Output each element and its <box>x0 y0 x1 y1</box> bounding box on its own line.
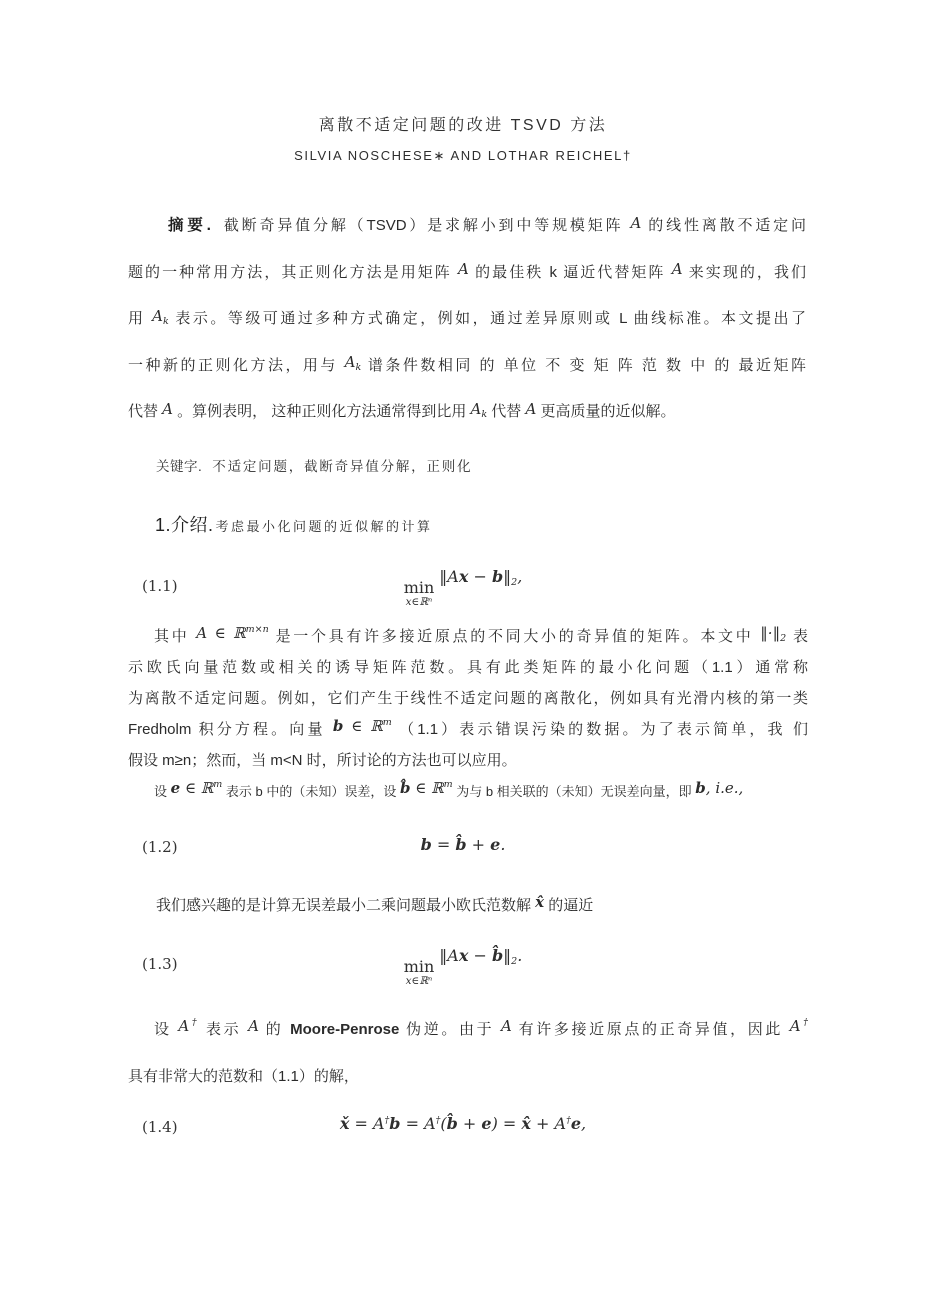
inline-math: $A_k$ <box>470 399 488 420</box>
text-segment: 设 <box>154 783 171 799</box>
paper-title: 离散不适定问题的改进 TSVD 方法 <box>318 117 608 134</box>
equation-1-1-formula <box>439 567 522 586</box>
inline-math: b <box>389 1113 401 1133</box>
text-segment: 的最佳秩 k 逼近代替矩阵 <box>468 263 672 281</box>
text-segment: 有许多接近原点的正奇异值，因此 <box>511 1020 790 1038</box>
text-segment: （1.1）表示错误污染的数据。为了表示简单，我 们 <box>391 720 808 738</box>
section-heading <box>155 511 926 537</box>
inline-math: + A† <box>530 1113 571 1133</box>
equation-1-4-tag: (1.4) <box>142 1117 178 1136</box>
inline-math: b <box>491 566 504 586</box>
inline-math: b <box>695 779 706 797</box>
text-segment: 来实现的，我们 <box>682 263 806 281</box>
inline-math: A <box>248 1017 259 1035</box>
text-segment: 示欧氏向量范数或相关的诱导矩阵范数。具有此类矩阵的最小化问题（1.1）通常称 <box>128 658 808 676</box>
text-segment: 表示 b 中的（未知）误差，设 <box>222 783 400 799</box>
text-segment: 为离散不适定问题。例如，它们产生于线性不适定问题的离散化，例如具有光滑内核的第一类 <box>128 689 808 707</box>
text-segment: 的 <box>258 1020 291 1038</box>
text-segment: Fredholm 积分方程。向量 <box>128 720 333 738</box>
inline-math: = <box>431 834 456 854</box>
inline-math: b <box>420 834 432 854</box>
inline-math: + <box>466 834 491 854</box>
inline-math: $‖_2$ <box>503 945 518 967</box>
inline-math: A <box>671 260 683 278</box>
paragraph-interest <box>128 893 808 918</box>
paragraph-line <box>128 683 808 714</box>
paragraph-error-def <box>128 780 808 803</box>
paragraph-pseudoinverse <box>128 1006 808 1100</box>
text-segment: 一种新的正则化方法，用与 <box>128 356 345 374</box>
paragraph-intro <box>128 621 808 776</box>
text-segment: 代替 <box>487 403 526 420</box>
inline-math: , i.e., <box>705 779 744 797</box>
inline-math: A <box>458 260 469 278</box>
inline-math: b̂ <box>491 945 504 965</box>
min-subscript: x∈ℝⁿ <box>405 595 433 608</box>
inline-math: ∈ ℝ$^m$ <box>343 717 392 735</box>
inline-math: A ∈ ℝ$^{m\times n}$ <box>196 624 269 642</box>
text-segment: 其中 <box>154 627 197 645</box>
paragraph-line <box>128 621 808 652</box>
inline-math: . <box>500 834 506 854</box>
equation-1-3-formula <box>439 946 522 965</box>
text-segment: 为与 b 相关联的（未知）无误差向量，即 <box>452 783 696 799</box>
inline-math: ) = <box>491 1113 522 1133</box>
abstract-line-5 <box>128 388 806 435</box>
inline-math: b̂ <box>446 1113 458 1133</box>
inline-math: − <box>468 566 492 586</box>
inline-math: + <box>457 1113 482 1133</box>
inline-math: $A_k$ <box>152 306 169 327</box>
text-segment: 代替 <box>128 403 163 420</box>
keywords-label: 关键字. <box>156 458 203 474</box>
text-segment: 具有非常大的范数和（1.1）的解， <box>128 1067 359 1085</box>
text-segment: 表示。等级可通过多种方式确定，例如，通过差异原则或 L 曲线标准。本文提出了 <box>168 310 806 327</box>
equation-1-4 <box>0 1106 926 1148</box>
text-segment: 假设 m≥n；然而，当 m<N 时，所讨论的方法也可以应用。 <box>128 751 517 769</box>
inline-math: A† <box>789 1017 808 1035</box>
inline-math: A <box>525 399 537 418</box>
inline-math: − <box>468 945 492 965</box>
inline-math: ( <box>440 1113 447 1133</box>
paper-authors: SILVIA NOSCHESE∗ AND LOTHAR REICHEL† <box>294 148 632 163</box>
inline-math: x̂ <box>521 1113 531 1133</box>
inline-math: b̂ <box>455 834 467 854</box>
inline-math: A† <box>178 1017 200 1035</box>
abstract-section <box>128 202 806 435</box>
inline-math: A <box>162 399 174 418</box>
inline-math: ‖A <box>439 566 459 586</box>
min-operator <box>404 958 435 987</box>
inline-math: ∈ ℝ$^m$ <box>180 779 223 797</box>
inline-math: e <box>170 779 181 797</box>
min-operator <box>404 579 435 608</box>
text-segment: Moore-Penrose <box>290 1020 400 1038</box>
inline-math: x̂ <box>535 893 545 911</box>
inline-math: = A† <box>400 1113 441 1133</box>
abstract-line-1-text <box>220 213 806 234</box>
equation-1-1 <box>0 559 926 613</box>
equation-1-3 <box>0 936 926 992</box>
text-segment: 谱条件数相同 的 单位 不 变 矩 阵 范 数 中 的 最近矩阵 <box>361 356 806 374</box>
section-number: 1.介绍. <box>155 514 214 535</box>
inline-math: A <box>630 213 642 232</box>
text-segment: 截断奇异值分解（TSVD）是求解小到中等规模矩阵 <box>220 217 631 234</box>
min-word: min <box>403 577 435 597</box>
equation-1-2 <box>0 827 926 867</box>
equation-1-1-tag: (1.1) <box>142 576 178 595</box>
abstract-label: 摘要. <box>168 217 212 234</box>
min-subscript: x∈ℝⁿ <box>405 974 433 987</box>
text-segment: 设 <box>154 1020 179 1038</box>
inline-math: e <box>481 1113 492 1133</box>
text-segment: 表 <box>786 627 808 645</box>
equation-1-2-tag: (1.2) <box>142 837 178 856</box>
text-segment: 题的一种常用方法，其正则化方法是用矩阵 <box>128 263 459 281</box>
abstract-line-1 <box>128 202 806 249</box>
abstract-line-4 <box>128 342 806 389</box>
inline-math: e <box>490 834 501 854</box>
paragraph-line <box>128 1053 808 1100</box>
text-segment: 的线性离散不适定问 <box>641 217 806 234</box>
inline-math: , <box>517 566 523 586</box>
paragraph-line <box>128 714 808 745</box>
inline-math: . <box>517 945 523 965</box>
text-segment: 更高质量的近似解。 <box>536 403 676 420</box>
min-word: min <box>403 956 435 976</box>
equation-1-4-formula <box>340 1114 586 1133</box>
keywords-line <box>156 455 926 475</box>
inline-math: x <box>458 566 469 586</box>
inline-math: $‖_2$ <box>503 566 518 588</box>
text-segment: 是一个具有许多接近原点的不同大小的奇异值的矩阵。本文中 <box>268 627 761 645</box>
text-segment: 。算例表明， 这种正则化方法通常得到比用 <box>173 403 471 420</box>
inline-math: $A_k$ <box>344 353 362 373</box>
equation-1-3-tag: (1.3) <box>142 954 178 973</box>
inline-math: x̌ <box>339 1113 350 1133</box>
text-segment: 我们感兴趣的是计算无误差最小二乘问题最小欧氏范数解 <box>156 896 536 914</box>
text-segment: 伪逆。由于 <box>399 1020 502 1038</box>
paragraph-line <box>128 1006 808 1053</box>
inline-math: x <box>458 945 469 965</box>
abstract-line-2 <box>128 249 806 296</box>
text-segment: 表示 <box>199 1020 249 1038</box>
abstract-line-3 <box>128 295 806 342</box>
inline-math: = A† <box>349 1113 390 1133</box>
inline-math: ‖A <box>439 945 459 965</box>
section-intro-text: 考虑最小化问题的近似解的计算 <box>215 518 433 534</box>
inline-math: $‖\cdot‖_2$ <box>760 624 787 644</box>
paragraph-line <box>128 652 808 683</box>
inline-math: ∈ ℝ$^m$ <box>410 779 453 797</box>
inline-math: A <box>501 1017 512 1035</box>
equation-1-2-formula <box>421 835 506 854</box>
inline-math: , <box>581 1113 587 1133</box>
text-segment: 的逼近 <box>544 896 594 914</box>
inline-math: e <box>570 1113 582 1133</box>
inline-math: b̂ <box>399 779 411 797</box>
inline-math: b <box>332 717 344 735</box>
paragraph-line <box>128 745 808 776</box>
keywords-text: 不适定问题，截断奇异值分解，正则化 <box>212 458 473 474</box>
text-segment: 用 <box>128 310 153 327</box>
